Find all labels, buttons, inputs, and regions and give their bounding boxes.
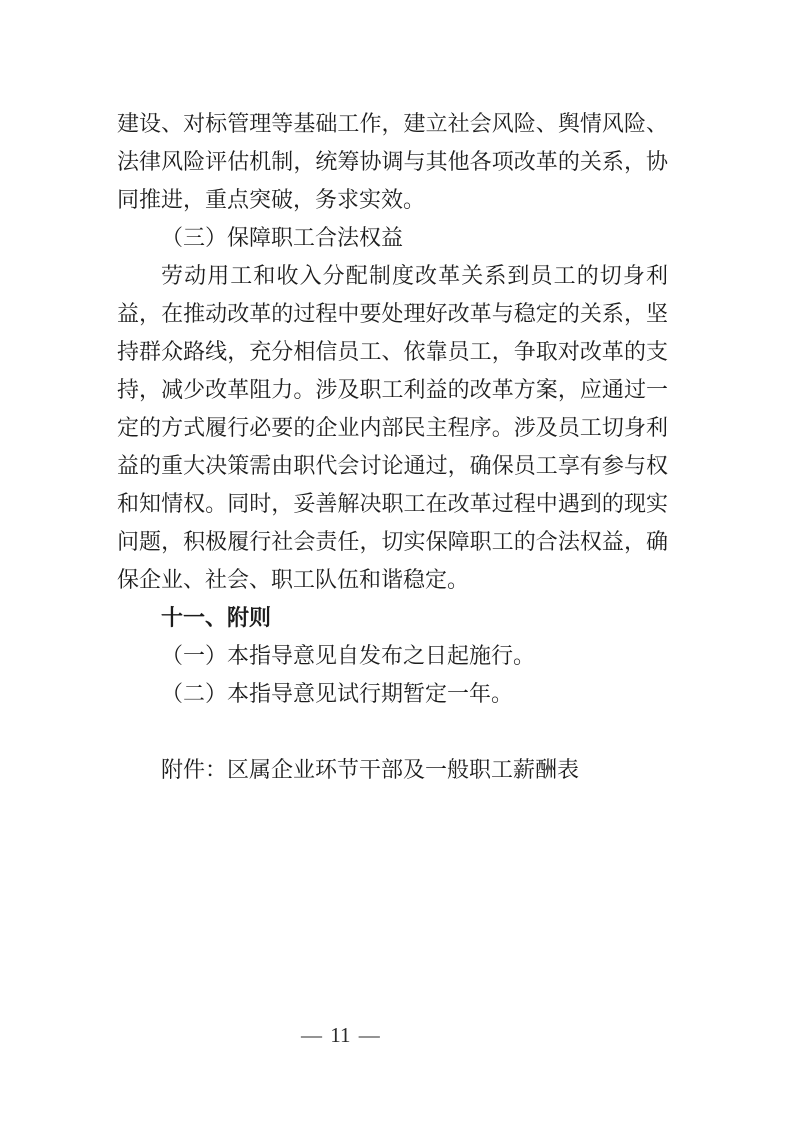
continuation-paragraph: 建设、对标管理等基础工作，建立社会风险、舆情风险、法律风险评估机制，统筹协调与其他各项改革的关系，协同推进，重点突破，务求实效。: [117, 111, 668, 212]
page-number: — 11 —: [301, 1023, 380, 1047]
numbered-item-1: （一）本指导意见自发布之日起施行。: [161, 643, 536, 668]
body-paragraph: 劳动用工和收入分配制度改革关系到员工的切身利益，在推动改革的过程中要处理好改革与稳定的关系，坚持群众路线，充分相信员工、依靠员工，争取对改革的支持，减少改革阻力。涉及职工利益的改革方案，应通过一定的方式履行必要的企业内部民主程序。涉及员工切身利益的重大决策需由职代会讨论通过，确保员工享有参与权和知情权。同时，妥善解决职工在改革过程中遇到的现实问题，积极履行社会责任，切实保障职工的合法权益，确保企业、社会、职工队伍和谐稳定。: [117, 263, 668, 592]
attachment-line: 附件：区属企业环节干部及一般职工薪酬表: [161, 757, 580, 782]
section-subheading: （三）保障职工合法权益: [161, 225, 404, 250]
numbered-item-2: （二）本指导意见试行期暂定一年。: [161, 681, 514, 706]
section-heading: 十一、附则: [161, 605, 272, 630]
document-body: [117, 105, 668, 789]
